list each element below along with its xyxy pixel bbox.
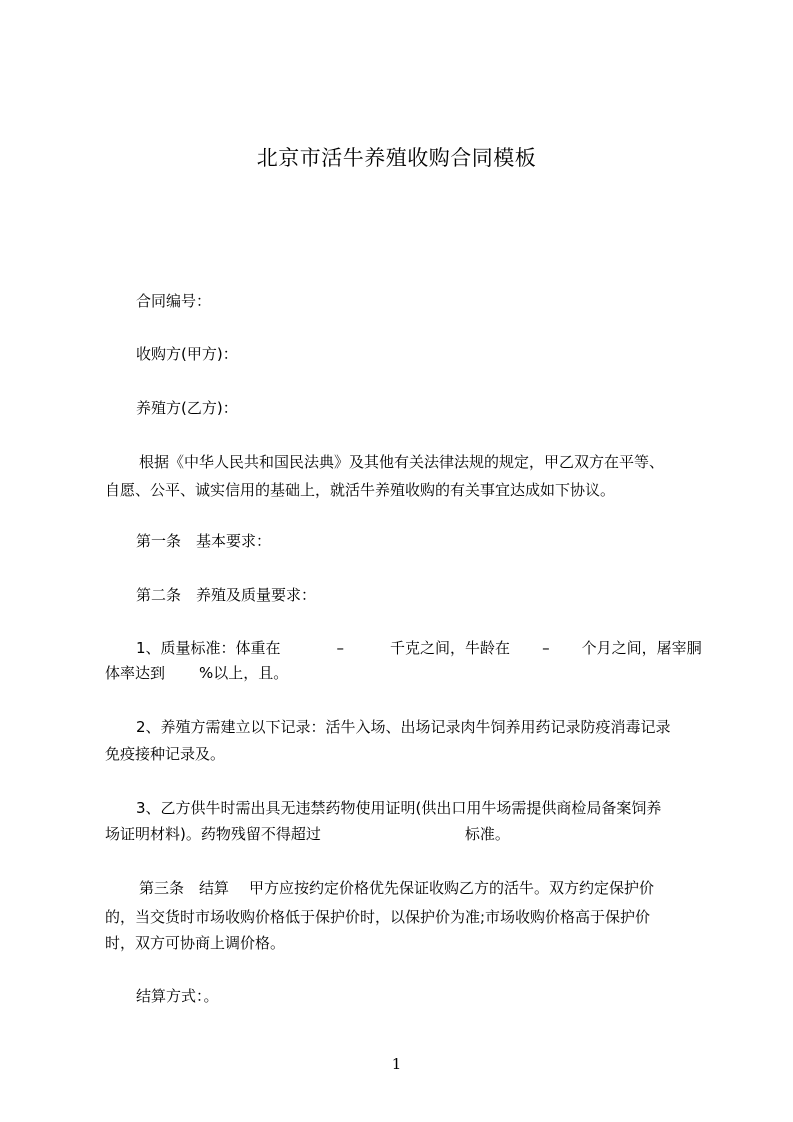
article-3-heading: 第三条 结算 [139, 879, 230, 897]
item-1-line-1 [105, 637, 746, 659]
buyer-label: 收购方(甲方)： [136, 345, 238, 363]
item-1-line-2 [105, 662, 715, 684]
article-3-line-1 [105, 877, 749, 899]
item-3-text-b: 标准。 [464, 825, 510, 843]
article-1-heading: 第一条 基本要求： [136, 532, 272, 550]
item-1-text-b: 千克之间，牛龄在 [390, 639, 511, 657]
item-1-text-c: 个月之间，屠宰胴 [581, 639, 702, 657]
item-3-text-a: 场证明材料)。药物残留不得超过 [105, 825, 321, 843]
item-1-text-d: 体率达到 [105, 664, 166, 682]
item-1-dash-2: – [542, 639, 550, 657]
article-2-heading: 第二条 养殖及质量要求： [136, 586, 317, 604]
preamble-line-1: 根据《中华人民共和国民法典》及其他有关法律法规的规定，甲乙双方在平等、 [139, 453, 665, 471]
article-3-line-3: 时，双方可协商上调价格。 [105, 934, 286, 952]
contract-number-label: 合同编号： [136, 292, 212, 310]
article-3-line-2: 的，当交货时市场收购价格低于保护价时，以保护价为准;市场收购价格高于保护价 [105, 908, 651, 926]
page-number: 1 [391, 1055, 402, 1073]
item-3-line-2 [105, 823, 715, 845]
article-3-text-1: 甲方应按约定价格优先保证收购乙方的活牛。双方约定保护价 [249, 879, 655, 897]
item-1-text-e: %以上，且。 [199, 664, 289, 682]
preamble-line-2: 自愿、公平、诚实信用的基础上，就活牛养殖收购的有关事宜达成如下协议。 [105, 481, 616, 499]
item-2-line-2: 免疫接种记录及。 [105, 745, 226, 763]
item-1-text-a: 1、质量标准：体重在 [136, 639, 281, 657]
breeder-label: 养殖方(乙方)： [136, 399, 238, 417]
item-1-dash-1: – [336, 639, 345, 657]
settlement-method-label: 结算方式：。 [136, 987, 219, 1005]
document-title: 北京市活牛养殖收购合同模板 [256, 146, 537, 170]
item-2-line-1: 2、养殖方需建立以下记录：活牛入场、出场记录肉牛饲养用药记录防疫消毒记录 [136, 718, 671, 736]
item-3-line-1: 3、乙方供牛时需出具无违禁药物使用证明(供出口用牛场需提供商检局备案饲养 [136, 799, 662, 817]
